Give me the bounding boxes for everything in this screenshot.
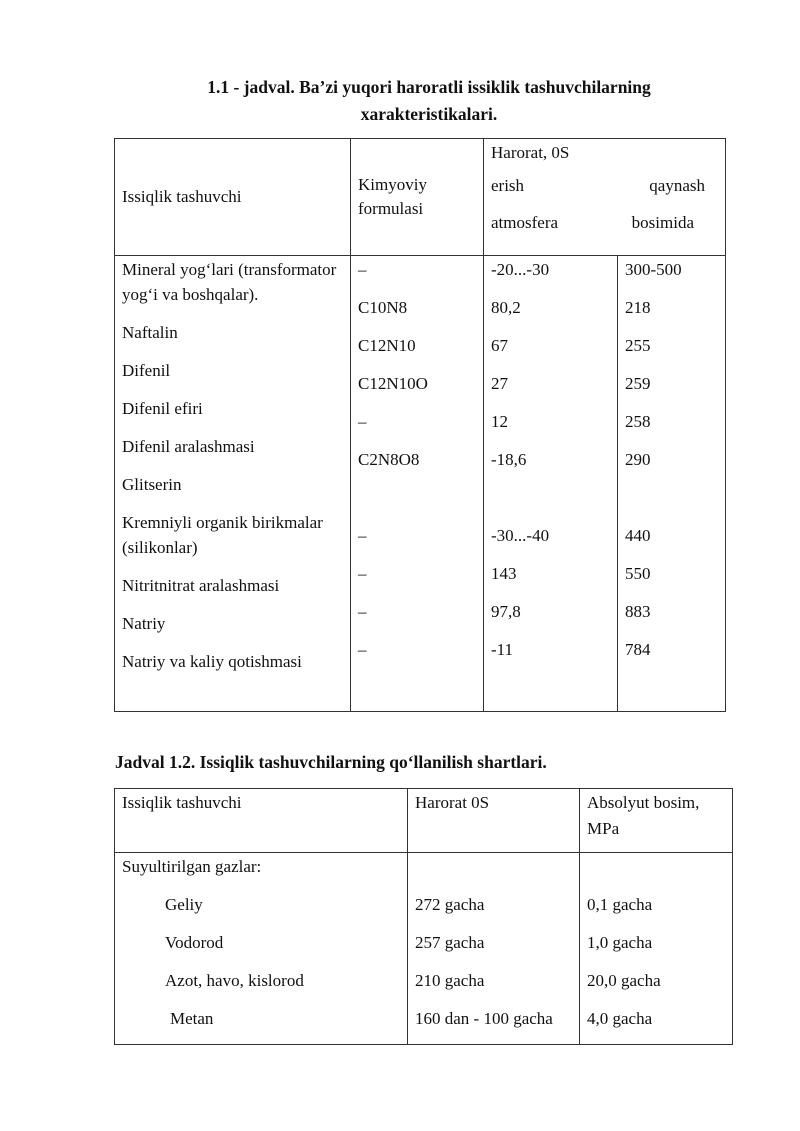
atmosfera-label: atmosfera [491,213,559,232]
group-label: Suyultirilgan gazlar: [122,857,262,876]
qaynash-label: qaynash [649,176,705,195]
boil-item: 255 [625,336,651,355]
melt-item: -20...-30 [491,260,550,279]
header-col2-label: Kimyoviy formulasi [358,175,427,218]
melt-item: 27 [491,374,508,393]
melt-item: -11 [491,640,514,659]
table1-header-formula [351,139,484,256]
table2-body-row [115,853,733,1045]
t2-header-col2-label: Harorat 0S [415,793,490,812]
boil-item: 258 [625,412,651,431]
table1-header-name [115,139,351,256]
formula-item: – [358,640,367,659]
formula-item: C10N8 [358,298,408,317]
name-item: Mineral yog‘lari (transformator yog‘i va boshqalar). [122,260,337,304]
boil-item: 440 [625,526,651,545]
table1-body-row [115,256,726,712]
table1-header-temp [484,139,726,256]
gas-name: Azot, havo, kislorod [165,971,304,990]
table2-names-cell [115,853,408,1045]
gas-pressure: 1,0 gacha [587,933,653,952]
table1-formulas-cell [351,256,484,712]
gas-temp: 160 dan - 100 gacha [415,1009,553,1028]
erish-label: erish [491,176,525,195]
gas-temp: 257 gacha [415,933,485,952]
table2-header-name [115,789,408,853]
table2-header-pressure [580,789,733,853]
formula-item: C12N10O [358,374,428,393]
gas-pressure: 4,0 gacha [587,1009,653,1028]
name-item: Natriy va kaliy qotishmasi [122,652,302,671]
melt-item: 12 [491,412,508,431]
table1-header-row [115,139,726,256]
boil-item: 784 [625,640,651,659]
formula-item: C2N8O8 [358,450,420,469]
table2-caption: Jadval 1.2. Issiqlik tashuvchilarning qo‘llanilish shartlari. [115,752,547,772]
name-item: Natriy [122,614,166,633]
table1-boil-cell [618,256,726,712]
gas-name: Metan [170,1009,214,1028]
boil-item: 259 [625,374,651,393]
bosimida-label: bosimida [631,213,694,232]
header-col1-label: Issiqlik tashuvchi [122,187,242,206]
gas-pressure: 20,0 gacha [587,971,661,990]
table1-caption-line2: xarakteristikalari. [360,104,498,124]
t2-header-col3-label: Absolyut bosim, MPa [587,793,700,838]
melt-item: 80,2 [491,298,521,317]
table2-header-row [115,789,733,853]
table2-header-temp [408,789,580,853]
gas-temp: 210 gacha [415,971,485,990]
name-item: Kremniyli organik birikmalar (silikonlar) [122,513,323,557]
table2 [114,788,733,1045]
table2-pressures-cell [580,853,733,1045]
name-item: Difenil efiri [122,399,203,418]
table1 [114,138,726,712]
table1-names-cell [115,256,351,712]
formula-item: – [358,260,367,279]
table1-caption-line1: 1.1 - jadval. Ba’zi yuqori haroratli issiklik tashuvchilarning [207,77,651,97]
name-item: Glitserin [122,475,182,494]
gas-name: Vodorod [165,933,224,952]
melt-item: 97,8 [491,602,521,621]
name-item: Nitritnitrat aralashmasi [122,576,280,595]
boil-item: 300-500 [625,260,682,279]
gas-temp: 272 gacha [415,895,485,914]
gas-name: Geliy [165,895,203,914]
formula-item: – [358,602,367,621]
name-item: Naftalin [122,323,178,342]
table1-melt-cell [484,256,618,712]
table2-temps-cell [408,853,580,1045]
boil-item: 550 [625,564,651,583]
boil-item: 218 [625,298,651,317]
name-item: Difenil aralashmasi [122,437,255,456]
melt-item: -30...-40 [491,526,550,545]
formula-item: – [358,412,367,431]
formula-item: – [358,526,367,545]
boil-item: 883 [625,602,651,621]
t2-header-col1-label: Issiqlik tashuvchi [122,793,242,812]
table1-caption [150,74,708,128]
boil-item: 290 [625,450,651,469]
melt-item: -18,6 [491,450,527,469]
name-item: Difenil [122,361,171,380]
formula-item: – [358,564,367,583]
gas-pressure: 0,1 gacha [587,895,653,914]
temp-label: Harorat, 0S [491,143,570,162]
formula-item: C12N10 [358,336,416,355]
melt-item: 67 [491,336,508,355]
melt-item: 143 [491,564,517,583]
